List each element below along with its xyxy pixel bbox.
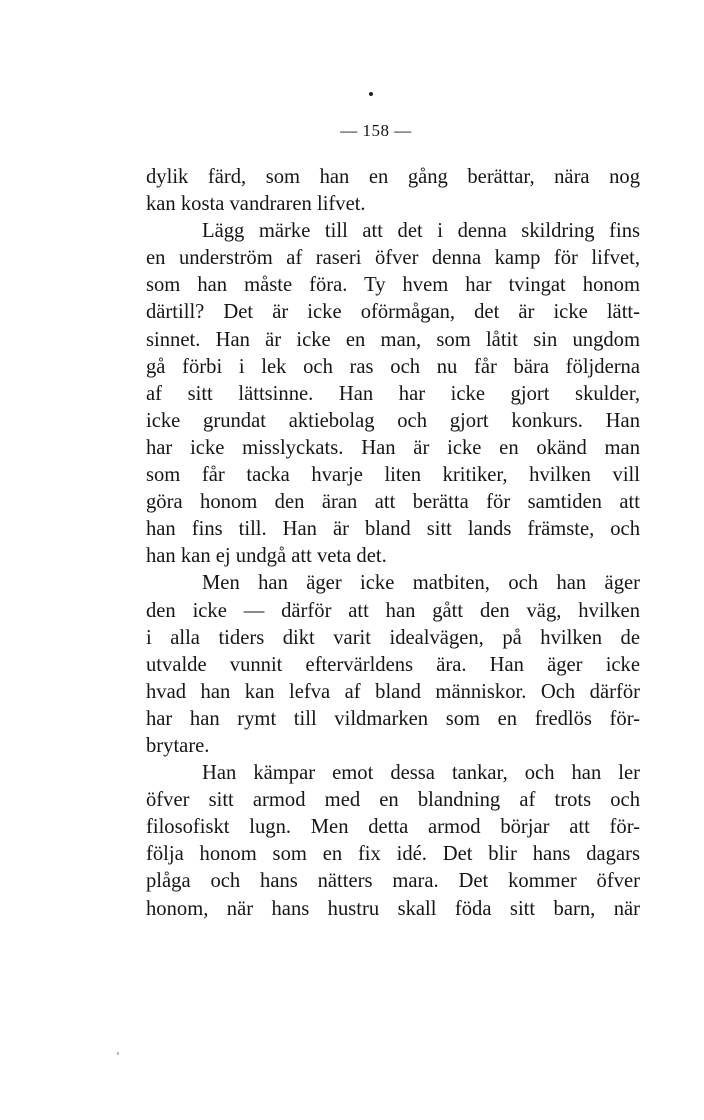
text-line: icke grundat aktiebolag och gjort konkurs. Han <box>146 409 640 432</box>
text-line: därtill? Det är icke oförmågan, det är icke lätt- <box>146 301 640 324</box>
text-line: utvalde vunnit eftervärldens ära. Han äger icke <box>146 653 640 676</box>
text-line: han kan ej undgå att veta det. <box>146 545 387 568</box>
text-line: en underström af raseri öfver denna kamp för lifvet, <box>146 247 640 270</box>
text-line: brytare. <box>146 734 210 757</box>
text-line: Lägg märke till att det i denna skildring fins <box>202 220 640 243</box>
text-line: plåga och hans nätters mara. Det kommer öfver <box>146 870 640 893</box>
text-line: har han rymt till vildmarken som en fredlös för- <box>146 707 640 730</box>
text-line: sinnet. Han är icke en man, som låtit sin ungdom <box>146 328 640 351</box>
text-line: som får tacka hvarje liten kritiker, hvilken vill <box>146 464 640 487</box>
text-line: hvad han kan lefva af bland människor. Och därför <box>146 680 640 703</box>
text-line: af sitt lättsinne. Han har icke gjort skulder, <box>146 382 640 405</box>
text-line: i alla tiders dikt varit idealvägen, på hvilken de <box>146 626 640 649</box>
text-line: han fins till. Han är bland sitt lands främste, och <box>146 518 640 541</box>
text-line: följa honom som en fix idé. Det blir hans dagars <box>146 843 640 866</box>
text-line: den icke — därför att han gått den väg, hvilken <box>146 599 640 622</box>
text-line: Han kämpar emot dessa tankar, och han ler <box>202 762 640 785</box>
text-line: dylik färd, som han en gång berättar, nära nog <box>146 166 640 188</box>
text-line: kan kosta vandraren lifvet. <box>146 193 366 216</box>
text-line: göra honom den äran att berätta för samtiden att <box>146 491 640 514</box>
page-number: — 158 — <box>340 121 412 140</box>
text-line: öfver sitt armod med en blandning af trots och <box>146 789 640 812</box>
text-line: som han måste föra. Ty hvem har tvingat honom <box>146 274 640 297</box>
text-line: har icke misslyckats. Han är icke en okänd man <box>146 436 640 459</box>
text-line: gå förbi i lek och ras och nu får bära följderna <box>146 355 640 378</box>
body-text <box>146 164 640 923</box>
text-line: honom, när hans hustru skall föda sitt barn, när <box>146 897 640 920</box>
text-line: Men han äger icke matbiten, och han äger <box>202 572 640 595</box>
ink-dot <box>369 92 373 96</box>
paper-speck <box>117 1052 119 1055</box>
text-line: filosofiskt lugn. Men detta armod börjar att för- <box>146 816 640 839</box>
